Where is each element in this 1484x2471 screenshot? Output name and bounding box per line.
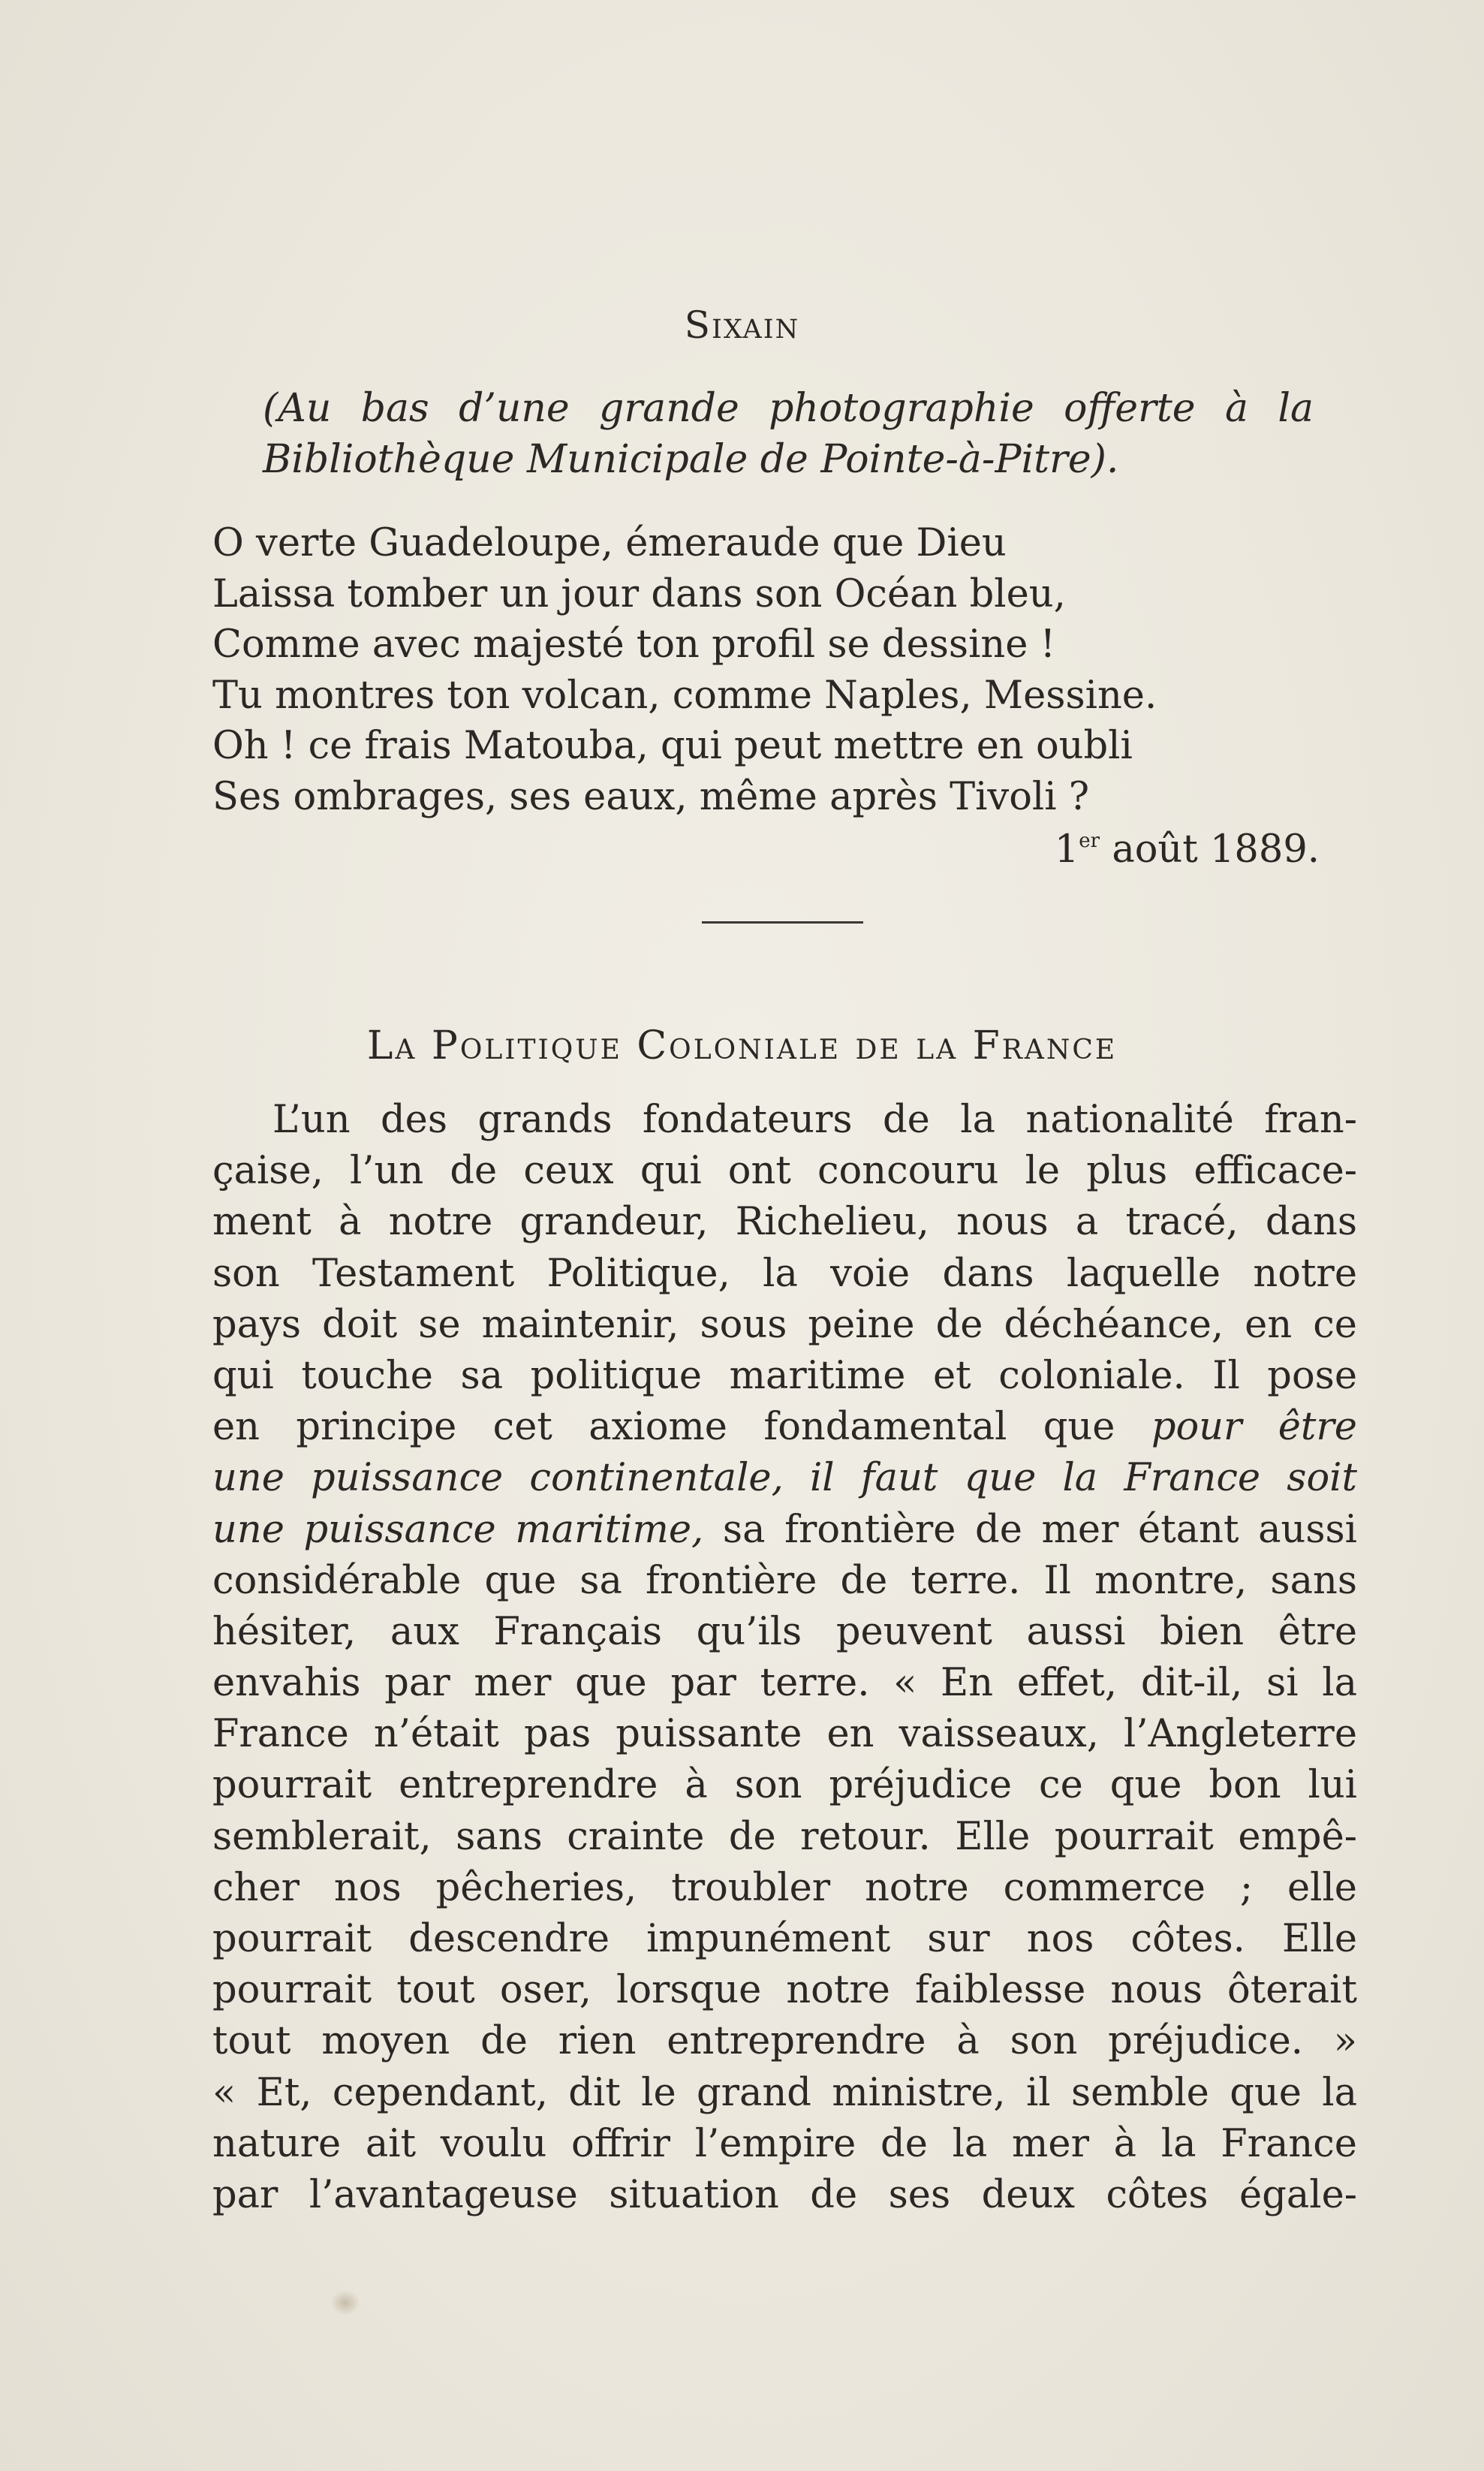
essay-line — [212, 1249, 1357, 1300]
dedication-line-2: Bibliothèque Municipale de Pointe-à-Pitre). — [263, 437, 1119, 482]
poem-line: Oh ! ce frais Matouba, qui peut mettre en oubli — [212, 724, 1133, 768]
essay-body — [212, 1095, 1357, 2221]
poem-title: Sixain — [684, 303, 800, 347]
essay-text: pays doit se maintenir, sous peine de déchéance, en ce — [212, 1302, 1357, 1347]
essay-line — [212, 1300, 1357, 1351]
essay-line — [212, 1146, 1357, 1197]
essay-text: semblerait, sans crainte de retour. Elle pourrait empê- — [212, 1814, 1357, 1859]
essay-line — [212, 1197, 1357, 1248]
poem-dedication — [263, 383, 1314, 485]
essay-emphasis: une puissance continentale, il faut que la France soit — [212, 1456, 1357, 1501]
essay-emphasis: pour être — [1151, 1405, 1357, 1450]
essay-line — [212, 1863, 1357, 1914]
date-rest: août 1889. — [1100, 827, 1320, 872]
poem-date — [0, 827, 1320, 872]
poem-line: Laissa tomber un jour dans son Océan bleu, — [212, 571, 1066, 616]
dedication-line-1: (Au bas d’une grande photographie offerte à la — [263, 386, 1314, 431]
essay-line — [212, 1607, 1357, 1658]
essay-text: « Et, cependant, dit le grand ministre, il semble que la — [212, 2070, 1357, 2115]
date-day: 1 — [1054, 827, 1079, 872]
essay-line — [212, 2170, 1357, 2221]
poem-verses — [212, 518, 1157, 822]
essay-text: qui touche sa politique maritime et coloniale. Il pose — [212, 1353, 1357, 1398]
poem-line: Ses ombrages, ses eaux, même après Tivoli ? — [212, 774, 1090, 819]
essay-text: considérable que sa frontière de terre. Il montre, sans — [212, 1558, 1357, 1603]
essay-text: pourrait tout oser, lorsque notre faiblesse nous ôterait — [212, 1968, 1357, 2013]
essay-line — [212, 2068, 1357, 2119]
poem-line: Tu montres ton volcan, comme Naples, Messine. — [212, 673, 1157, 718]
date-ordinal-suffix: er — [1079, 830, 1100, 852]
essay-line — [212, 1351, 1357, 1402]
poem-line: O verte Guadeloupe, émeraude que Dieu — [212, 521, 1007, 565]
essay-line — [212, 1658, 1357, 1709]
essay-text: hésiter, aux Français qu’ils peuvent aussi bien être — [212, 1609, 1357, 1654]
essay-line — [212, 1709, 1357, 1760]
essay-text: en principe cet axiome fondamental que — [212, 1405, 1151, 1450]
section-divider — [702, 921, 863, 924]
essay-text: pourrait descendre impunément sur nos côtes. Elle — [212, 1917, 1357, 1961]
essay-title: La Politique Coloniale de la France — [366, 1023, 1118, 1068]
essay-line — [212, 1965, 1357, 2016]
essay-line — [212, 1505, 1357, 1556]
essay-text: ment à notre grandeur, Richelieu, nous a tracé, dans — [212, 1200, 1357, 1245]
essay-line — [212, 2119, 1357, 2170]
essay-line — [212, 1556, 1357, 1607]
essay-text: çaise, l’un de ceux qui ont concouru le plus efficace- — [212, 1149, 1357, 1194]
essay-emphasis: une puissance maritime, — [212, 1507, 704, 1552]
essay-text: L’un des grands fondateurs de la nationalité fran- — [272, 1098, 1357, 1142]
essay-text: cher nos pêcheries, troubler notre commerce ; elle — [212, 1865, 1357, 1910]
essay-line — [212, 1453, 1357, 1504]
essay-text: tout moyen de rien entreprendre à son préjudice. » — [212, 2019, 1357, 2064]
essay-line — [212, 1760, 1357, 1811]
essay-text: sa frontière de mer étant aussi — [703, 1507, 1357, 1552]
essay-line — [212, 1812, 1357, 1863]
essay-text: par l’avantageuse situation de ses deux côtes égale- — [212, 2172, 1357, 2217]
essay-text: pourrait entreprendre à son préjudice ce que bon lui — [212, 1763, 1357, 1808]
essay-text: nature ait voulu offrir l’empire de la mer à la France — [212, 2121, 1357, 2166]
essay-line — [212, 2016, 1357, 2067]
paper-smudge — [330, 2290, 360, 2316]
essay-text: son Testament Politique, la voie dans laquelle notre — [212, 1251, 1357, 1296]
poem-line: Comme avec majesté ton profil se dessine ! — [212, 622, 1056, 667]
essay-line — [212, 1095, 1357, 1146]
essay-text: envahis par mer que par terre. « En effet, dit-il, si la — [212, 1661, 1357, 1706]
essay-line — [212, 1402, 1357, 1453]
essay-line — [212, 1914, 1357, 1965]
essay-text: France n’était pas puissante en vaisseaux, l’Angleterre — [212, 1712, 1357, 1757]
